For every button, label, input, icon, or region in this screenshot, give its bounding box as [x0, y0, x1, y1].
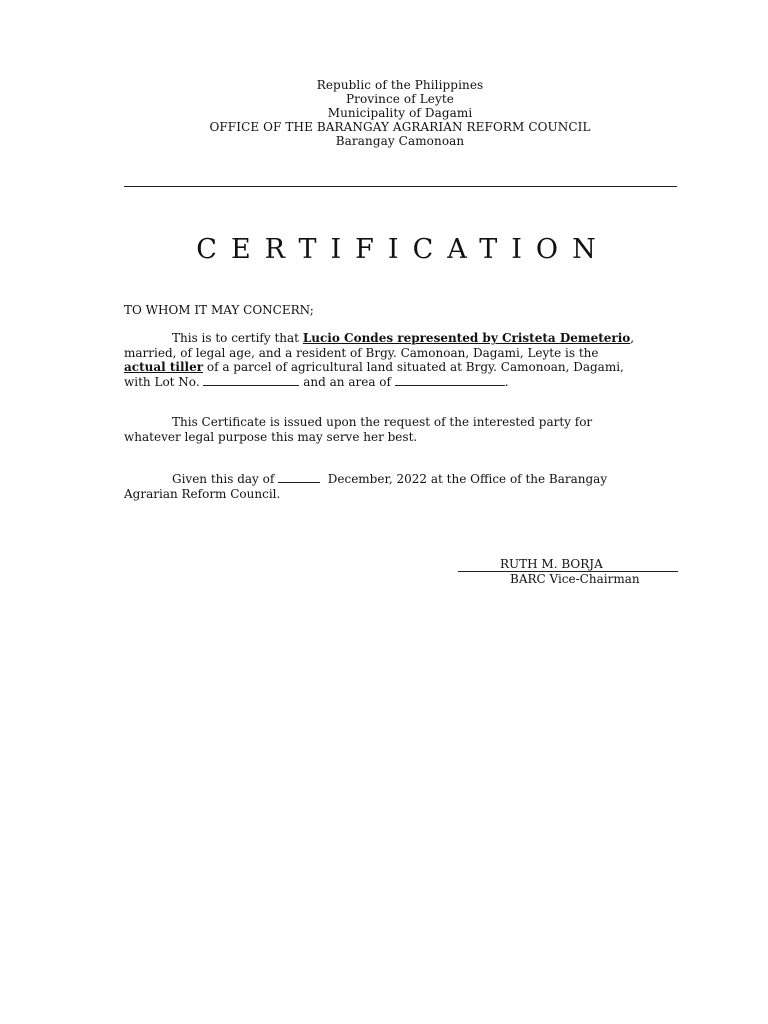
- paragraph1-line3: [124, 360, 684, 375]
- day-blank: [278, 472, 320, 483]
- paragraph2-line2: whatever legal purpose this may serve her best.: [124, 429, 418, 444]
- paragraph1-line1: [124, 331, 684, 346]
- given-rest: December, 2022 at the Office of the Barangay: [320, 472, 608, 486]
- paragraph1-end: .: [504, 374, 509, 389]
- paragraph1-line4: [124, 375, 684, 390]
- signatory-name: RUTH M. BORJA: [458, 557, 678, 572]
- given-label: Given this day of: [172, 472, 279, 486]
- header-barangay: Barangay Camonoan: [335, 134, 465, 148]
- paragraph1-comma: ,: [630, 331, 635, 345]
- area-label: and an area of: [299, 374, 395, 389]
- header-divider: [124, 186, 677, 187]
- signatory-role: BARC Vice-Chairman: [510, 572, 640, 586]
- certification-paragraph: [124, 331, 684, 389]
- signature-block: [458, 557, 678, 586]
- document-title: CERTIFICATION: [196, 234, 610, 265]
- paragraph2-line1: This Certificate is issued upon the request of the interested party for: [172, 415, 593, 429]
- paragraph3-line2: Agrarian Reform Council.: [124, 486, 281, 501]
- header-municipality: Municipality of Dagami: [327, 106, 473, 120]
- header-republic: Republic of the Philippines: [316, 78, 484, 92]
- paragraph1-line3-rest: of a parcel of agricultural land situated at Brgy. Camonoan, Dagami,: [203, 360, 624, 375]
- lot-number-blank: [203, 375, 299, 386]
- header-province: Province of Leyte: [346, 92, 454, 106]
- paragraph3-line1: [124, 472, 684, 487]
- lot-label: with Lot No.: [124, 374, 204, 389]
- document-header: [0, 78, 768, 148]
- paragraph1-line2: married, of legal age, and a resident of Brgy. Camonoan, Dagami, Leyte is the: [124, 345, 599, 360]
- paragraph1-intro: This is to certify that: [172, 331, 303, 345]
- issuance-paragraph: [124, 472, 684, 501]
- header-office: OFFICE OF THE BARANGAY AGRARIAN REFORM COUNCIL: [209, 120, 591, 134]
- area-blank: [395, 375, 505, 386]
- certified-person: Lucio Condes represented by Cristeta Demeterio: [302, 331, 631, 345]
- actual-tiller-label: actual tiller: [124, 360, 204, 375]
- salutation: TO WHOM IT MAY CONCERN;: [124, 303, 314, 317]
- purpose-paragraph: [124, 415, 684, 444]
